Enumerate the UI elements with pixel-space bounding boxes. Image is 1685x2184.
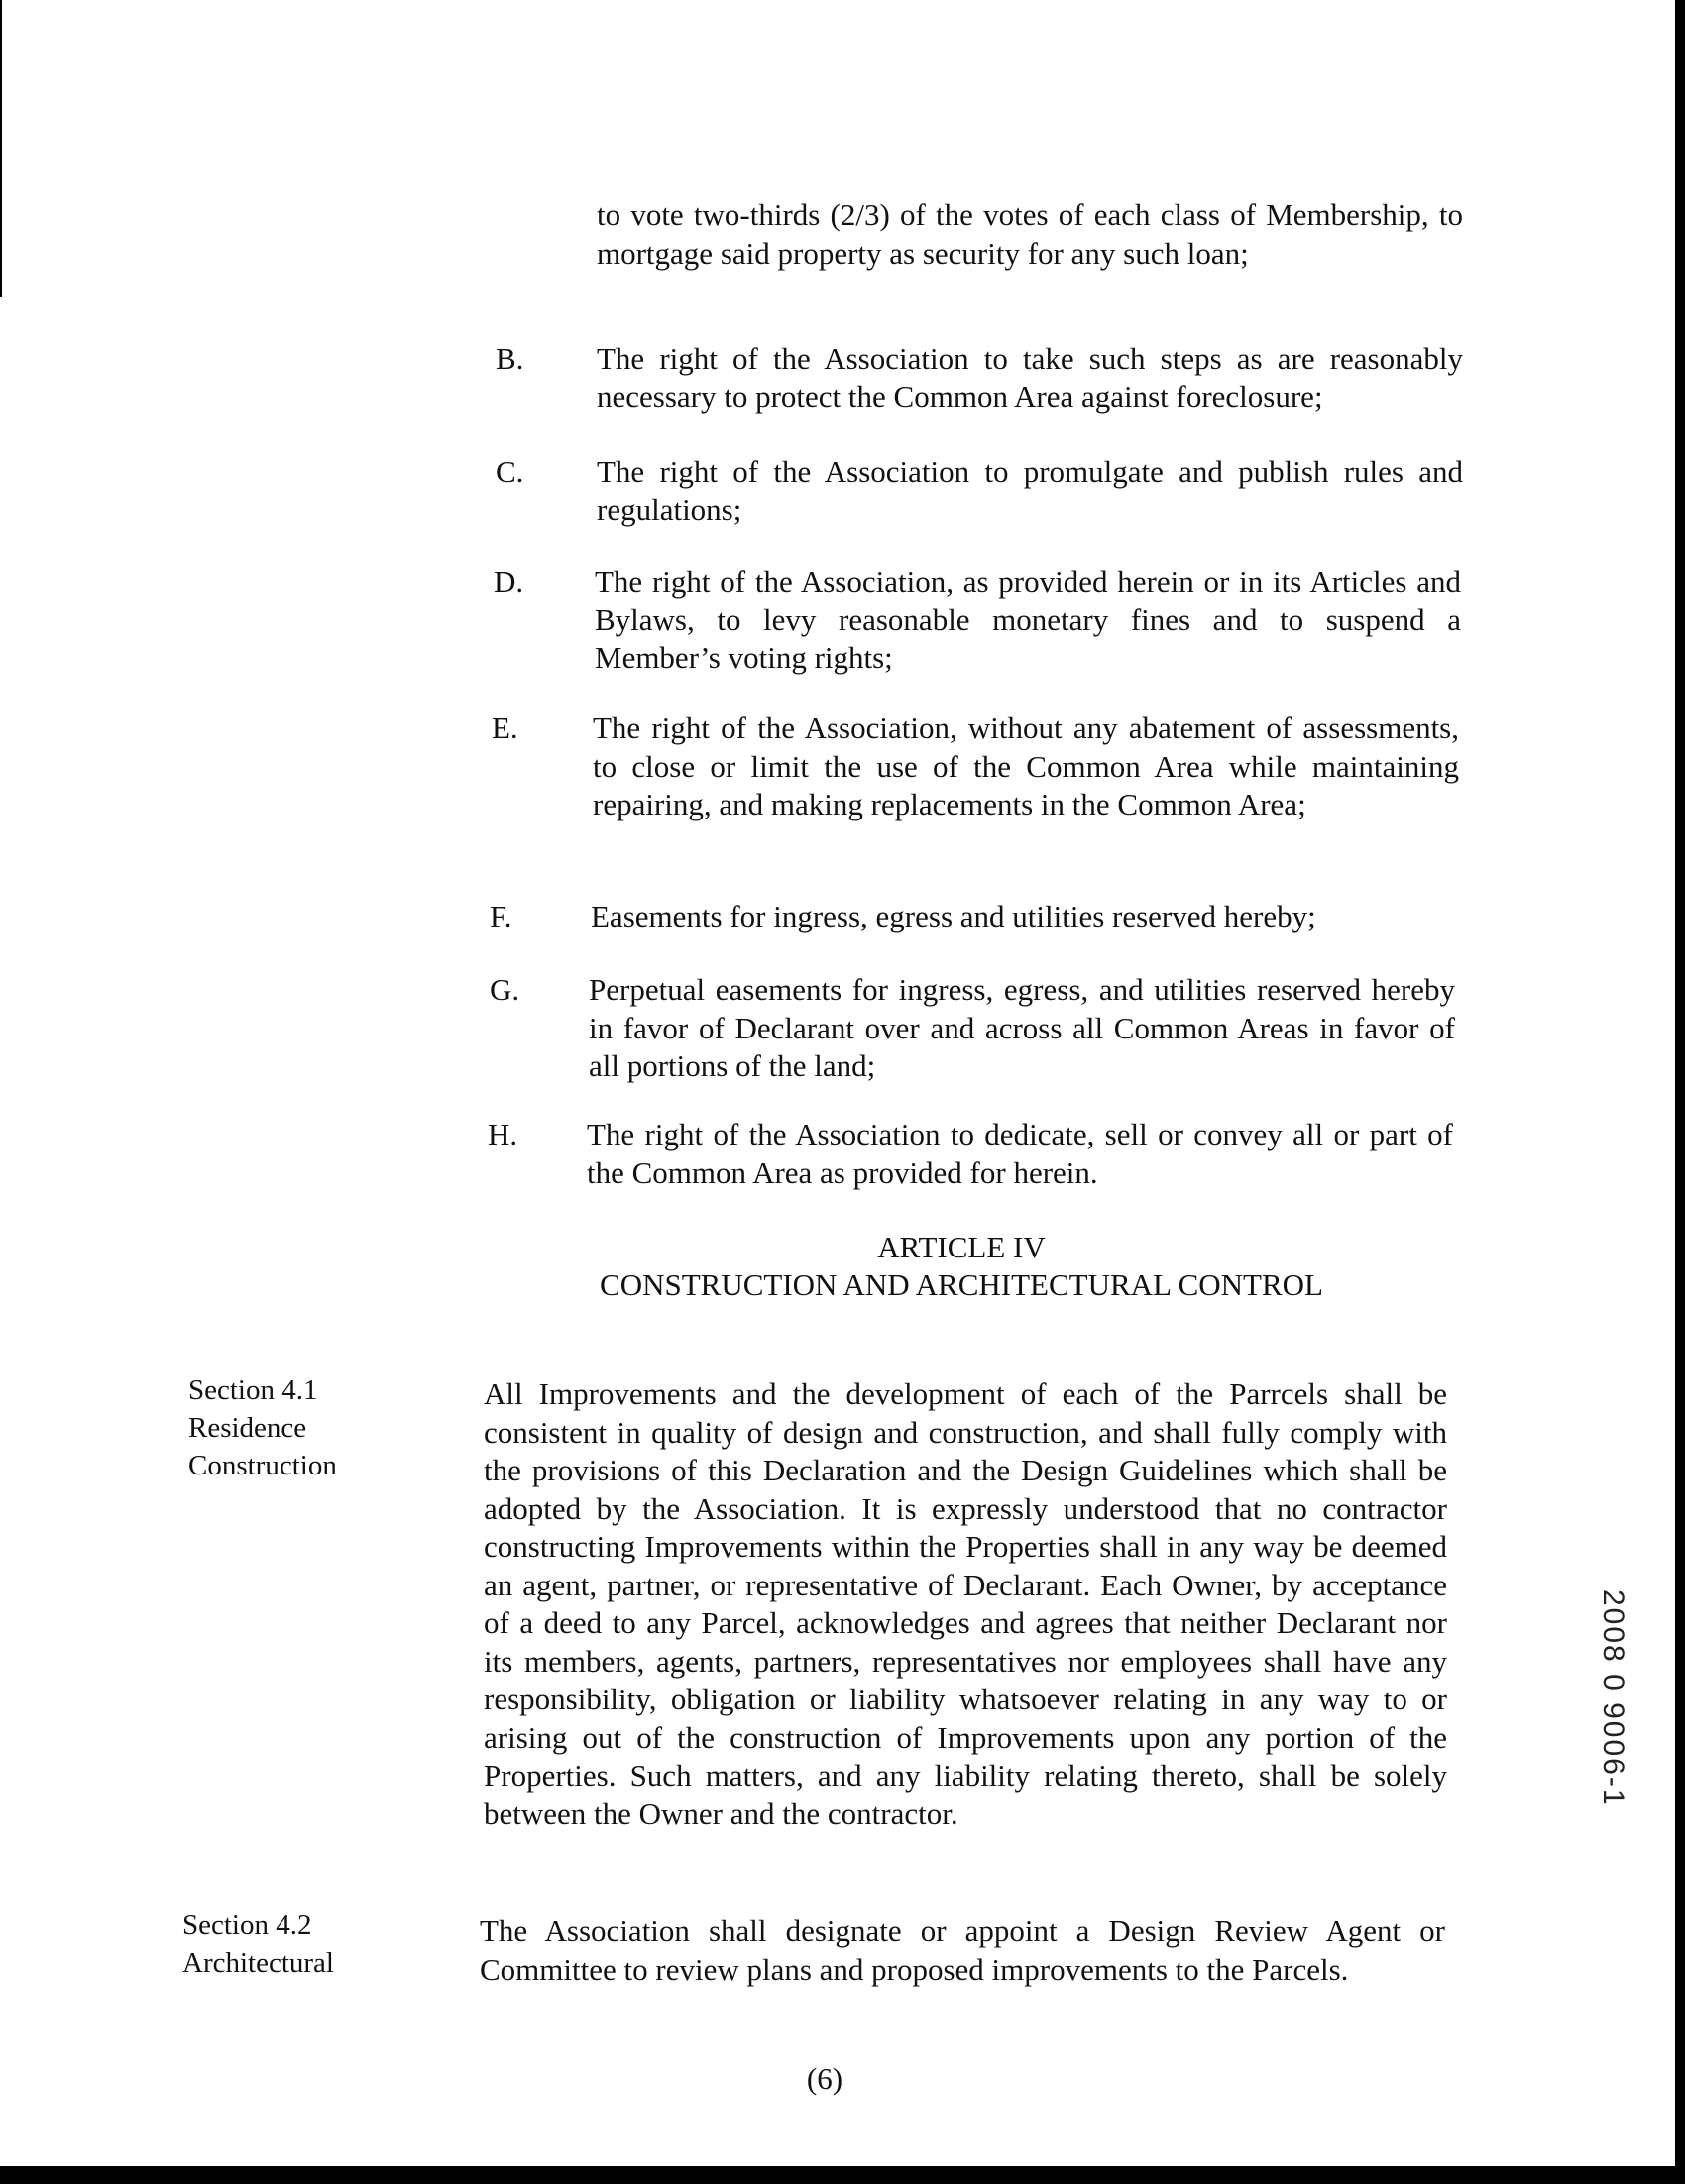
item-text: The right of the Association to take such steps as are reasonably necessary to protect the Common Area against foreclosure; bbox=[597, 341, 1463, 414]
section-label-title: Architectural bbox=[182, 1947, 334, 1979]
section-body: The Association shall designate or appoint a Design Review Agent or Committee to review plans and proposed improvements to the Parcels. bbox=[480, 1913, 1445, 1987]
item-text: The right of the Association, as provided herein or in its Articles and Bylaws, to levy reasonable monetary fines and to suspend a Member’s voting rights; bbox=[595, 564, 1461, 675]
item-letter: H. bbox=[488, 1117, 518, 1151]
section-label-number: Section 4.1 bbox=[188, 1374, 318, 1406]
item-letter: E. bbox=[492, 710, 518, 745]
item-letter: G. bbox=[490, 972, 520, 1007]
item-text: Easements for ingress, egress and utilities reserved hereby; bbox=[591, 899, 1316, 933]
item-letter: F. bbox=[490, 899, 512, 933]
article-number: ARTICLE IV bbox=[877, 1230, 1046, 1264]
scan-border-bottom bbox=[0, 2166, 1685, 2184]
section-label-title: Construction bbox=[188, 1450, 337, 1481]
item-text: The right of the Association, without any abatement of assessments, to close or limit the use of the Common Area while maintaining repairing, and making replacements in the Common Area; bbox=[593, 710, 1459, 821]
item-text: The right of the Association to dedicate, sell or convey all or part of the Common Area as provided for herein. bbox=[587, 1117, 1453, 1190]
section-label-title: Residence bbox=[188, 1412, 307, 1444]
scan-border-left bbox=[0, 0, 2, 297]
item-letter: D. bbox=[494, 564, 524, 599]
scan-border-right bbox=[1675, 0, 1685, 2184]
item-letter: B. bbox=[496, 341, 524, 376]
item-continuation: to vote two-thirds (2/3) of the votes of each class of Membership, to mortgage said property as security for any such loan; bbox=[597, 197, 1463, 271]
page-number: (6) bbox=[806, 2061, 843, 2096]
section-label-number: Section 4.2 bbox=[182, 1910, 312, 1941]
article-title: CONSTRUCTION AND ARCHITECTURAL CONTROL bbox=[600, 1267, 1323, 1302]
section-body: All Improvements and the development of each of the Parrcels shall be consistent in quality of design and construction, and shall fully comply with the provisions of this Declaration and the Design Guidelines which shall be adopted by the Association. It is expressly understood that no contractor constructing Improvements within the Properties shall in any way be deemed an agent, partner, or representative of Declarant. Each Owner, by acceptance of a deed to any Parcel, acknowledges and agrees that neither Declarant nor its members, agents, partners, representatives nor employees shall have any responsibility, obligation or liability whatsoever relating in any way to or arising out of the construction of Improvements upon any portion of the Properties. Such matters, and any liability relating thereto, shall be solely between the Owner and the contractor. bbox=[484, 1376, 1447, 1831]
item-text: Perpetual easements for ingress, egress, and utilities reserved hereby in favor of Declarant over and across all Common Areas in favor of all portions of the land; bbox=[589, 972, 1455, 1083]
document-stamp: 2008 0 9006-1 bbox=[1597, 1589, 1629, 1807]
item-letter: C. bbox=[496, 454, 524, 489]
item-text: The right of the Association to promulgate and publish rules and regulations; bbox=[597, 454, 1463, 527]
